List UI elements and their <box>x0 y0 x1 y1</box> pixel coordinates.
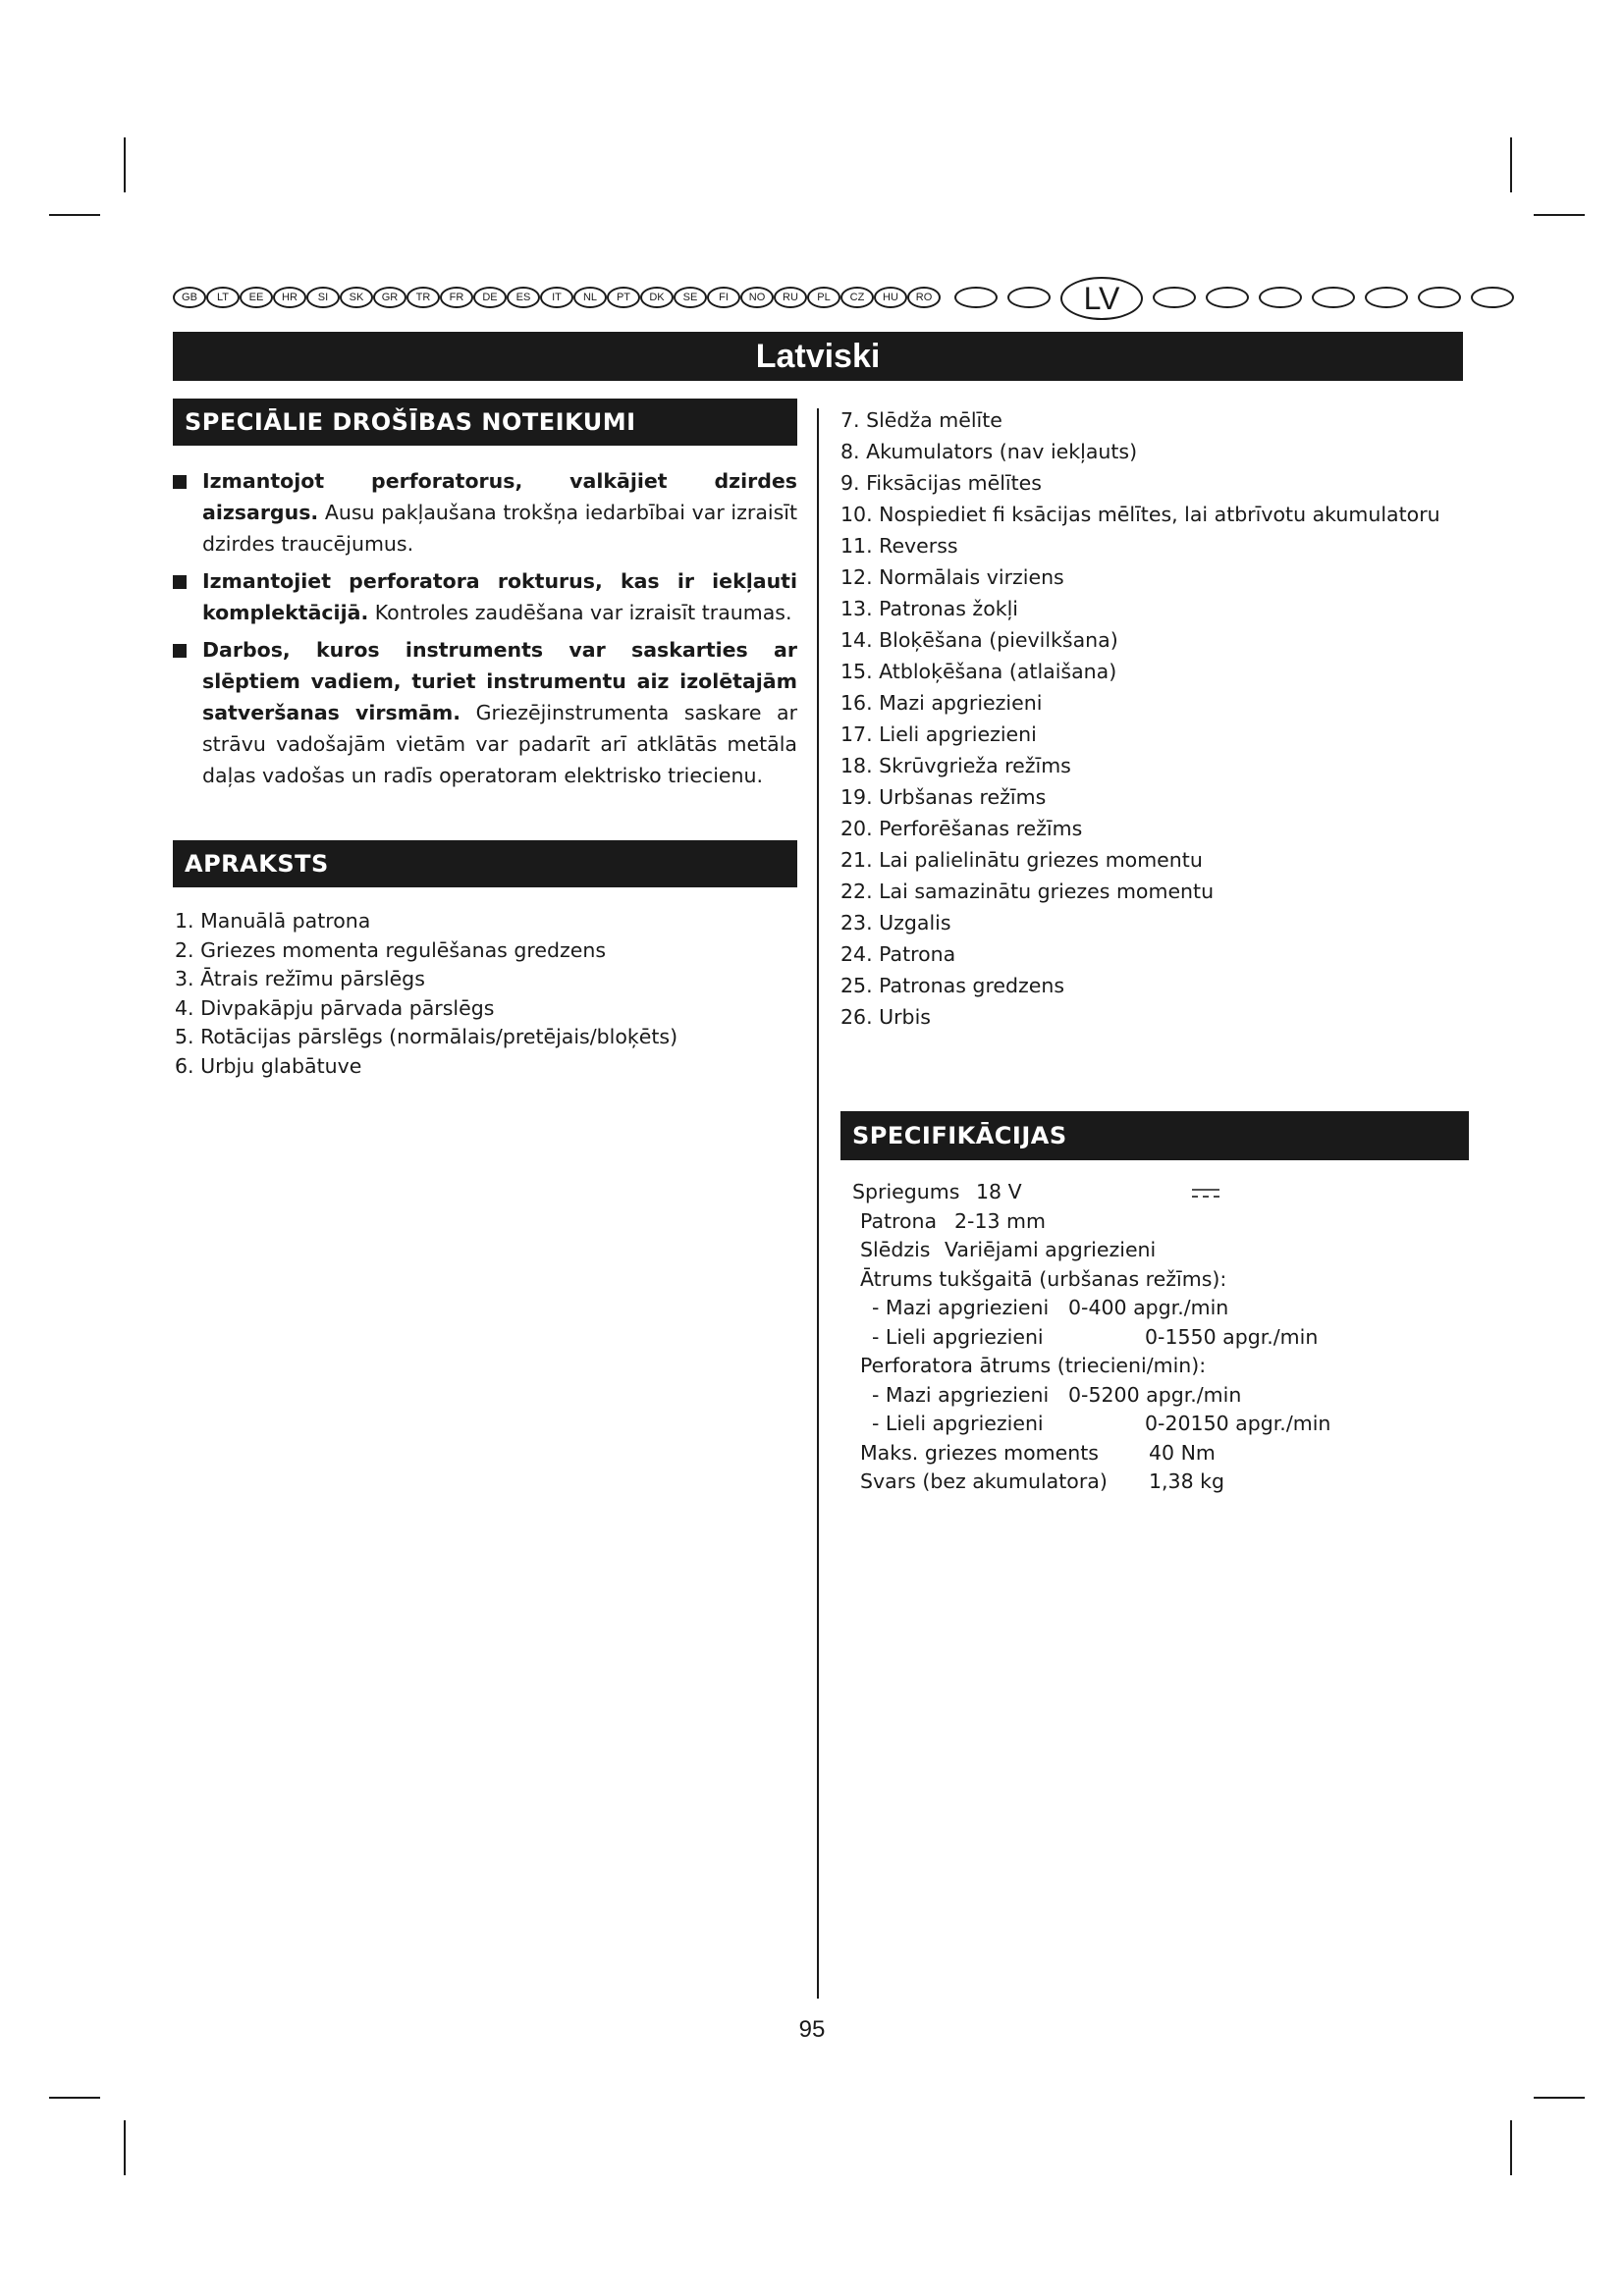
spec-value: 40 Nm <box>1149 1440 1216 1465</box>
language-tab: SI <box>306 287 340 308</box>
safety-rule <box>173 634 797 791</box>
spec-label: Slēdzis <box>860 1238 931 1261</box>
safety-rule <box>173 565 797 628</box>
language-tab <box>954 287 998 308</box>
list-item: 6. Urbju glabātuve <box>175 1053 362 1078</box>
list-item: 9. Fiksācijas mēlītes <box>840 471 1042 495</box>
list-item: 19. Urbšanas režīms <box>840 785 1047 809</box>
language-tab: LT <box>206 287 240 308</box>
list-item: 25. Patronas gredzens <box>840 974 1065 997</box>
crop-mark <box>1534 214 1585 216</box>
crop-mark <box>1534 2097 1585 2099</box>
safety-rule-text: Kontroles zaudēšana var izraisīt traumas. <box>368 601 792 624</box>
list-item: 14. Bloķēšana (pievilkšana) <box>840 628 1118 652</box>
language-tab: TR <box>406 287 440 308</box>
spec-row <box>852 1236 1402 1265</box>
crop-mark <box>1510 137 1512 192</box>
list-item: 4. Divpakāpju pārvada pārslēgs <box>175 995 495 1020</box>
spec-label: - Lieli apgriezieni <box>872 1324 1044 1349</box>
language-tab: IT <box>540 287 573 308</box>
safety-rule-bold: Izmantojiet perforatora rokturus, kas ir iekļauti komplektācijā. <box>202 569 797 624</box>
spec-row <box>852 1410 1402 1439</box>
spec-row <box>852 1468 1402 1497</box>
spec-value: 0-1550 apgr./min <box>1145 1324 1319 1349</box>
list-item: 23. Uzgalis <box>840 911 951 934</box>
list-item: 10. Nospiediet fi ksācijas mēlītes, lai atbrīvotu akumulatoru <box>840 503 1440 526</box>
language-tab: RU <box>774 287 807 308</box>
crop-mark <box>49 2097 100 2099</box>
safety-rule <box>173 465 797 560</box>
language-tab <box>1312 287 1355 308</box>
language-tab <box>1471 287 1514 308</box>
spec-label: - Lieli apgriezieni <box>872 1412 1044 1435</box>
language-tab: SE <box>674 287 707 308</box>
crop-mark <box>124 2120 126 2175</box>
list-item: 15. Atbloķēšana (atlaišana) <box>840 660 1117 683</box>
language-tab: DE <box>473 287 507 308</box>
language-tab: DK <box>640 287 674 308</box>
spec-label: Patrona <box>860 1208 938 1233</box>
bullet-icon <box>173 575 187 589</box>
page-number: 95 <box>798 2016 826 2043</box>
crop-mark <box>124 137 126 192</box>
spec-row <box>852 1178 1402 1207</box>
safety-rule-bold: Darbos, kuros instruments var saskarties ar slēptiem vadiem, turiet instrumentu aiz izolētajām satveršanas virsmām. <box>202 638 797 724</box>
list-item: 22. Lai samazinātu griezes momentu <box>840 880 1215 903</box>
crop-mark <box>49 214 100 216</box>
specifications-table <box>852 1178 1402 1497</box>
spec-value: 18 V <box>976 1180 1022 1203</box>
spec-row <box>852 1265 1402 1295</box>
spec-row <box>852 1352 1402 1381</box>
spec-value: 1,38 kg <box>1149 1469 1225 1493</box>
column-divider <box>817 408 819 1999</box>
language-tab <box>1206 287 1249 308</box>
list-item: 17. Lieli apgriezieni <box>840 722 1037 746</box>
language-tabs <box>173 277 1463 320</box>
list-item: 3. Ātrais režīmu pārslēgs <box>175 967 425 990</box>
list-item: 11. Reverss <box>840 534 958 558</box>
bullet-icon <box>173 475 187 489</box>
spec-value: 2-13 mm <box>954 1208 1046 1233</box>
language-tab: SK <box>340 287 373 308</box>
description-list-left <box>175 907 677 1081</box>
language-tab: PT <box>607 287 640 308</box>
spec-row <box>852 1381 1402 1411</box>
safety-rule-text: Griezējinstrumenta saskare ar strāvu vadošajām vietām var padarīt arī atklātās metāla daļas vadošas un radīs operatoram elektrisko triecienu. <box>202 701 797 787</box>
spec-label: Svars (bez akumulatora) <box>860 1469 1108 1493</box>
spec-label: - Mazi apgriezieni <box>872 1382 1050 1407</box>
language-tab: ES <box>507 287 540 308</box>
list-item: 24. Patrona <box>840 942 956 966</box>
spec-value: 0-20150 apgr./min <box>1145 1412 1331 1435</box>
list-item: 8. Akumulators (nav iekļauts) <box>840 440 1138 463</box>
safety-heading: SPECIĀLIE DROŠĪBAS NOTEIKUMI <box>173 399 797 446</box>
language-tab: FI <box>707 287 740 308</box>
page-title: Latviski <box>173 332 1463 381</box>
language-tab: EE <box>240 287 273 308</box>
safety-rule-text: Ausu pakļaušana trokšņa iedarbībai var izraisīt dzirdes traucējumus. <box>202 501 797 556</box>
list-item: 18. Skrūvgrieža režīms <box>840 754 1071 777</box>
language-tab: NO <box>740 287 774 308</box>
list-item: 13. Patronas žokļi <box>840 597 1018 620</box>
spec-label: Perforatora ātrums (triecieni/min): <box>860 1354 1207 1377</box>
list-item: 1. Manuālā patrona <box>175 909 371 933</box>
list-item: 2. Griezes momenta regulēšanas gredzens <box>175 937 607 962</box>
language-tab: NL <box>573 287 607 308</box>
spec-label: Spriegums <box>852 1180 960 1203</box>
list-item: 26. Urbis <box>840 1005 931 1029</box>
language-tab: PL <box>807 287 840 308</box>
language-tab: FR <box>440 287 473 308</box>
description-list-right <box>840 404 1440 1033</box>
spec-row <box>852 1294 1402 1323</box>
list-item: 5. Rotācijas pārslēgs (normālais/pretējais/bloķēts) <box>175 1025 678 1048</box>
language-tab: CZ <box>840 287 874 308</box>
spec-label: Maks. griezes moments <box>860 1440 1099 1465</box>
safety-rule-bold: Izmantojot perforatorus, valkājiet dzirdes aizsargus. <box>202 469 797 524</box>
list-item: 21. Lai palielinātu griezes momentu <box>840 848 1203 872</box>
language-tab <box>1153 287 1196 308</box>
language-tab <box>1259 287 1302 308</box>
language-tab-active: LV <box>1060 277 1143 320</box>
language-tab: GB <box>173 287 206 308</box>
spec-label: Ātrums tukšgaitā (urbšanas režīms): <box>860 1266 1227 1291</box>
language-tab: GR <box>373 287 406 308</box>
spec-row <box>852 1207 1402 1237</box>
list-item: 16. Mazi apgriezieni <box>840 691 1043 715</box>
language-tab <box>1418 287 1461 308</box>
specifications-heading: SPECIFIKĀCIJAS <box>840 1111 1469 1160</box>
spec-label: - Mazi apgriezieni <box>872 1296 1050 1319</box>
list-item: 12. Normālais virziens <box>840 565 1064 589</box>
bullet-icon <box>173 644 187 658</box>
dc-symbol-icon <box>1192 1188 1219 1200</box>
spec-value: 0-400 apgr./min <box>1068 1296 1229 1319</box>
language-tab: RO <box>907 287 941 308</box>
language-tab: HR <box>273 287 306 308</box>
spec-row <box>852 1323 1402 1353</box>
safety-rules <box>173 465 797 797</box>
language-tab: HU <box>874 287 907 308</box>
language-tab <box>1007 287 1051 308</box>
list-item: 20. Perforēšanas režīms <box>840 817 1083 840</box>
spec-row <box>852 1439 1402 1468</box>
spec-value: Variējami apgriezieni <box>945 1238 1157 1261</box>
list-item: 7. Slēdža mēlīte <box>840 408 1002 432</box>
description-heading: APRAKSTS <box>173 840 797 887</box>
crop-mark <box>1510 2120 1512 2175</box>
language-tab <box>1365 287 1408 308</box>
spec-value: 0-5200 apgr./min <box>1068 1382 1242 1407</box>
